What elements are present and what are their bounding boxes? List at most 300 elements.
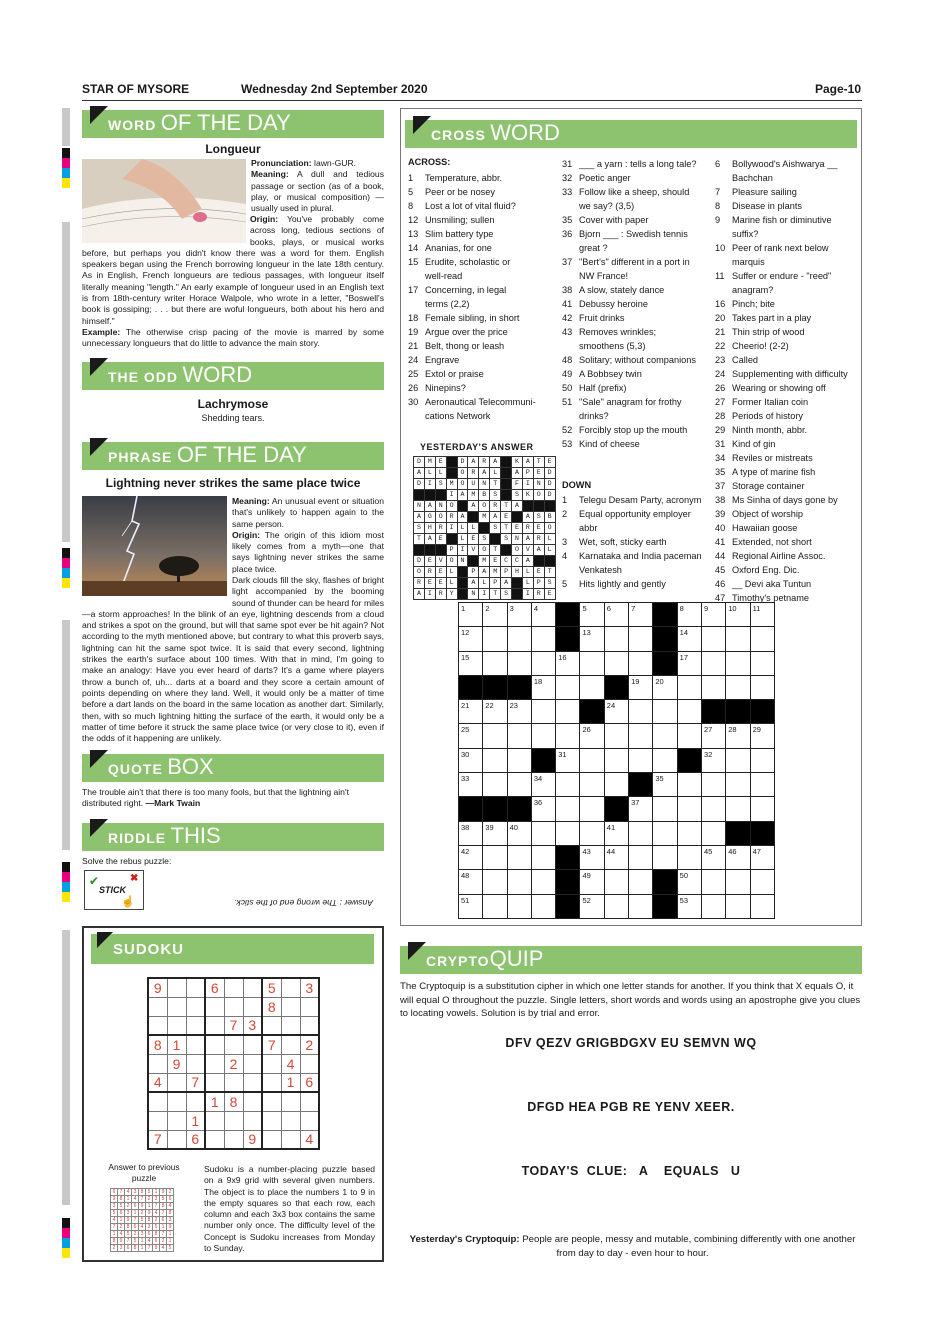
crossword-cell[interactable] [531, 870, 555, 894]
answer-cell [501, 457, 512, 468]
crossword-cell[interactable] [750, 870, 774, 894]
crossword-cell[interactable] [701, 627, 725, 651]
crossword-cell[interactable] [580, 675, 604, 699]
crossword-cell[interactable] [677, 700, 701, 724]
sudoku-cell[interactable] [167, 1092, 186, 1111]
crossword-cell[interactable] [750, 773, 774, 797]
crossword-cell[interactable] [604, 627, 628, 651]
crossword-cell[interactable] [726, 675, 750, 699]
crossword-cell[interactable]: 4 [531, 603, 555, 627]
sudoku-cell[interactable]: 9 [167, 1054, 186, 1073]
crossword-cell[interactable] [580, 651, 604, 675]
clue: 47 Timothy's petname [715, 593, 809, 603]
sudoku-cell[interactable]: 6 [300, 1073, 319, 1092]
answer-cell: N [512, 534, 523, 545]
sudoku-cell[interactable] [262, 1130, 281, 1149]
answer-cell: D [544, 468, 555, 479]
crossword-cell[interactable] [726, 748, 750, 772]
crossword-cell[interactable]: 36 [531, 797, 555, 821]
sudoku-cell[interactable] [224, 1111, 243, 1130]
crossword-cell[interactable] [531, 651, 555, 675]
sudoku-cell[interactable]: 8 [148, 1035, 167, 1054]
crossword-cell[interactable] [507, 748, 531, 772]
crossword-cell[interactable]: 24 [604, 700, 628, 724]
crossword-cell[interactable] [750, 675, 774, 699]
sudoku-cell[interactable] [167, 1073, 186, 1092]
clue: Venkatesh [579, 565, 622, 575]
crossword-cell[interactable]: 34 [531, 773, 555, 797]
crossword-cell[interactable] [726, 651, 750, 675]
crossword-cell[interactable] [531, 845, 555, 869]
sudoku-cell[interactable]: 2 [300, 1035, 319, 1054]
across-clues-1 [408, 171, 553, 423]
crossword-cell[interactable]: 23 [507, 700, 531, 724]
sudoku-cell[interactable] [148, 1092, 167, 1111]
crossword-cell[interactable] [483, 773, 507, 797]
answer-cell: L [522, 578, 533, 589]
sudoku-cell[interactable] [300, 997, 319, 1016]
crossword-cell[interactable]: 42 [459, 845, 483, 869]
clue: 21 Thin strip of wood [715, 327, 805, 337]
answer-cell: R [414, 578, 425, 589]
crossword-cell[interactable] [701, 773, 725, 797]
sudoku-cell[interactable]: 8 [262, 997, 281, 1016]
answer-cell [479, 523, 490, 534]
crossword-cell[interactable]: 48 [459, 870, 483, 894]
sudoku-cell[interactable] [205, 1054, 224, 1073]
crossword-cell [483, 797, 507, 821]
sudoku-cell[interactable] [262, 1054, 281, 1073]
crossword-cell[interactable] [629, 821, 653, 845]
sudoku-cell[interactable] [243, 1035, 262, 1054]
prev-sudoku-cell: 8 [132, 1245, 139, 1252]
crossword-cell[interactable]: 22 [483, 700, 507, 724]
clue: 53 Kind of cheese [562, 439, 640, 449]
crossword-cell[interactable] [750, 651, 774, 675]
crossword-cell[interactable] [507, 627, 531, 651]
sudoku-cell[interactable] [167, 997, 186, 1016]
cryptoquip-clue: TODAY'S CLUE: A EQUALS U [521, 1164, 741, 1178]
crossword-cell[interactable] [580, 797, 604, 821]
sudoku-cell[interactable] [224, 978, 243, 997]
crossword-cell[interactable] [580, 748, 604, 772]
prev-sudoku-cell: 5 [125, 1231, 132, 1238]
sudoku-cell[interactable]: 5 [262, 978, 281, 997]
crossword-cell[interactable] [580, 773, 604, 797]
crossword-cell[interactable]: 35 [653, 773, 677, 797]
crossword-cell[interactable] [507, 651, 531, 675]
crossword-cell[interactable] [629, 870, 653, 894]
clue: 8 Disease in plants [715, 201, 802, 211]
crossword-cell[interactable] [604, 651, 628, 675]
crossword-cell[interactable]: 45 [701, 845, 725, 869]
answer-cell: K [522, 490, 533, 501]
crossword-cell [556, 845, 580, 869]
crossword-cell[interactable] [556, 700, 580, 724]
sudoku-cell[interactable] [167, 978, 186, 997]
sudoku-cell[interactable] [224, 1073, 243, 1092]
clue: great ? [579, 243, 608, 253]
sudoku-cell[interactable] [186, 1035, 205, 1054]
prev-sudoku-cell: 1 [139, 1238, 146, 1245]
sudoku-cell[interactable]: 1 [281, 1073, 300, 1092]
down-clues-2 [715, 157, 860, 605]
sudoku-cell[interactable] [262, 1111, 281, 1130]
crossword-cell[interactable] [483, 627, 507, 651]
crossword-cell[interactable] [653, 748, 677, 772]
crossword-cell[interactable] [604, 773, 628, 797]
crossword-cell[interactable] [653, 700, 677, 724]
sudoku-cell[interactable] [224, 1130, 243, 1149]
answer-cell: S [414, 523, 425, 534]
answer-cell [414, 545, 425, 556]
crossword-cell[interactable]: 16 [556, 651, 580, 675]
sudoku-cell[interactable] [281, 997, 300, 1016]
prev-sudoku-cell: 7 [125, 1238, 132, 1245]
sudoku-cell[interactable] [300, 1092, 319, 1111]
crossword-cell[interactable] [653, 724, 677, 748]
crossword-cell[interactable]: 39 [483, 821, 507, 845]
sudoku-cell[interactable] [205, 1073, 224, 1092]
prev-sudoku-cell: 1 [153, 1189, 160, 1196]
crossword-cell[interactable] [701, 870, 725, 894]
crossword-cell[interactable] [750, 894, 774, 918]
sudoku-cell[interactable] [300, 1016, 319, 1035]
sudoku-cell[interactable] [186, 1054, 205, 1073]
crossword-cell[interactable] [653, 797, 677, 821]
crossword-cell[interactable] [653, 845, 677, 869]
crossword-cell[interactable] [677, 724, 701, 748]
crossword-cell[interactable] [604, 724, 628, 748]
clue: 31 Kind of gin [715, 439, 776, 449]
sudoku-cell[interactable]: 7 [224, 1016, 243, 1035]
crossword-cell[interactable]: 52 [580, 894, 604, 918]
clue: 31 ___ a yarn : tells a long tale? [562, 159, 697, 169]
crossword-cell[interactable] [507, 870, 531, 894]
sudoku-cell[interactable] [224, 1035, 243, 1054]
crossword-cell[interactable] [483, 651, 507, 675]
prev-sudoku-cell: 1 [132, 1210, 139, 1217]
crossword-cell[interactable] [483, 748, 507, 772]
sudoku-cell[interactable] [167, 1130, 186, 1149]
clue: 36 Bjorn ___ : Swedish tennis [562, 229, 688, 239]
crossword-cell[interactable] [556, 724, 580, 748]
answer-cell [468, 556, 479, 567]
crossword-cell[interactable] [677, 821, 701, 845]
crossword-cell[interactable] [677, 773, 701, 797]
margin-bar [62, 930, 70, 1205]
sudoku-cell[interactable] [167, 1111, 186, 1130]
crossword-cell[interactable] [677, 675, 701, 699]
crossword-cell[interactable] [629, 700, 653, 724]
crossword-cell[interactable] [531, 821, 555, 845]
crossword-cell[interactable] [531, 894, 555, 918]
prev-sudoku-cell: 6 [111, 1189, 118, 1196]
crossword-cell[interactable] [556, 675, 580, 699]
sudoku-cell[interactable]: 8 [224, 1092, 243, 1111]
crossword-cell[interactable] [701, 821, 725, 845]
answer-cell [544, 501, 555, 512]
sudoku-heading: SUDOKU [91, 934, 374, 964]
crossword-cell[interactable]: 21 [459, 700, 483, 724]
crossword-cell[interactable] [604, 894, 628, 918]
answer-cell: T [533, 457, 544, 468]
odd-meaning: Shedding tears. [201, 413, 265, 423]
sudoku-cell[interactable]: 4 [281, 1054, 300, 1073]
sudoku-cell[interactable]: 3 [300, 978, 319, 997]
crossword-cell[interactable] [507, 773, 531, 797]
sudoku-cell[interactable]: 2 [224, 1054, 243, 1073]
answer-cell: A [424, 534, 435, 545]
crossword-cell[interactable]: 19 [629, 675, 653, 699]
crossword-cell[interactable]: 38 [459, 821, 483, 845]
crossword-grid[interactable] [458, 602, 775, 919]
sudoku-cell[interactable]: 9 [243, 1130, 262, 1149]
crossword-cell[interactable] [629, 894, 653, 918]
sudoku-cell[interactable]: 9 [148, 978, 167, 997]
crossword-cell[interactable] [629, 724, 653, 748]
crossword-cell[interactable] [531, 627, 555, 651]
crossword-cell[interactable] [629, 748, 653, 772]
sudoku-cell[interactable] [186, 997, 205, 1016]
sudoku-cell[interactable] [243, 978, 262, 997]
sudoku-cell[interactable] [224, 997, 243, 1016]
sudoku-cell[interactable] [243, 1111, 262, 1130]
sudoku-cell[interactable] [281, 1130, 300, 1149]
crossword-cell[interactable] [483, 724, 507, 748]
crossword-cell[interactable]: 29 [750, 724, 774, 748]
sudoku-cell[interactable] [281, 1092, 300, 1111]
crossword-cell[interactable] [629, 627, 653, 651]
sudoku-cell[interactable]: 6 [186, 1130, 205, 1149]
crossword-cell[interactable]: 13 [580, 627, 604, 651]
prev-sudoku-cell: 6 [132, 1224, 139, 1231]
answer-cell: A [522, 534, 533, 545]
crossword-cell[interactable] [629, 651, 653, 675]
answer-cell: L [446, 578, 457, 589]
crossword-cell[interactable]: 51 [459, 894, 483, 918]
crossword-cell[interactable] [483, 870, 507, 894]
crossword-cell[interactable] [604, 870, 628, 894]
sudoku-cell[interactable] [148, 1054, 167, 1073]
crossword-cell[interactable] [701, 675, 725, 699]
sudoku-cell[interactable] [148, 1016, 167, 1035]
crossword-cell[interactable]: 41 [604, 821, 628, 845]
color-swatch [62, 1218, 70, 1258]
crossword-cell[interactable]: 8 [677, 603, 701, 627]
crossword-cell[interactable] [580, 821, 604, 845]
sudoku-cell[interactable] [262, 1073, 281, 1092]
answer-cell: A [414, 589, 425, 600]
crossword-cell[interactable] [507, 894, 531, 918]
crossword-cell[interactable]: 14 [677, 627, 701, 651]
crossword-cell[interactable]: 9 [701, 603, 725, 627]
crossword-cell[interactable]: 50 [677, 870, 701, 894]
sudoku-cell[interactable] [243, 1092, 262, 1111]
sudoku-grid[interactable] [147, 977, 320, 1150]
prev-sudoku-cell: 3 [146, 1224, 153, 1231]
answer-cell: P [522, 468, 533, 479]
crossword-cell[interactable]: 12 [459, 627, 483, 651]
crossword-cell[interactable] [726, 773, 750, 797]
sudoku-cell[interactable]: 3 [243, 1016, 262, 1035]
clue: we say? (3,5) [579, 201, 635, 211]
clue: 52 Forcibly stop up the mouth [562, 425, 688, 435]
crossword-cell[interactable] [531, 724, 555, 748]
sudoku-prev-grid [110, 1188, 174, 1252]
sudoku-cell[interactable] [262, 1092, 281, 1111]
crossword-cell[interactable]: 37 [629, 797, 653, 821]
sudoku-cell[interactable]: 7 [262, 1035, 281, 1054]
sudoku-cell[interactable] [243, 1073, 262, 1092]
crossword-cell[interactable] [701, 651, 725, 675]
sudoku-cell[interactable] [205, 1035, 224, 1054]
crossword-cell[interactable]: 43 [580, 845, 604, 869]
crossword-cell[interactable] [677, 845, 701, 869]
prev-sudoku-cell: 6 [167, 1196, 174, 1203]
sudoku-cell[interactable] [205, 997, 224, 1016]
crossword-cell[interactable]: 46 [726, 845, 750, 869]
sudoku-cell[interactable] [243, 997, 262, 1016]
crossword-cell[interactable] [556, 773, 580, 797]
answer-cell: D [457, 457, 468, 468]
clue: 13 Slim battery type [408, 229, 494, 239]
answer-cell: A [533, 545, 544, 556]
crossword-cell[interactable]: 44 [604, 845, 628, 869]
answer-cell: B [479, 490, 490, 501]
answer-cell: E [435, 534, 446, 545]
prev-sudoku-cell: 1 [167, 1238, 174, 1245]
crossword-cell[interactable]: 11 [750, 603, 774, 627]
crossword-cell[interactable] [701, 797, 725, 821]
crossword-cell[interactable]: 5 [580, 603, 604, 627]
crossword-cell[interactable]: 31 [556, 748, 580, 772]
sudoku-cell[interactable] [186, 978, 205, 997]
sudoku-cell[interactable] [262, 1016, 281, 1035]
sudoku-cell[interactable] [148, 1111, 167, 1130]
crossword-cell[interactable]: 20 [653, 675, 677, 699]
sudoku-cell[interactable] [243, 1054, 262, 1073]
sudoku-cell[interactable] [281, 1035, 300, 1054]
riddle-answer: Answer : The wrong end of the stick. [234, 898, 373, 908]
prev-sudoku-cell: 3 [118, 1245, 125, 1252]
sudoku-cell[interactable] [300, 1054, 319, 1073]
prev-sudoku-cell: 1 [111, 1231, 118, 1238]
sudoku-cell[interactable] [300, 1111, 319, 1130]
sudoku-cell[interactable]: 4 [148, 1073, 167, 1092]
sudoku-cell[interactable] [205, 1130, 224, 1149]
clue: 1 Temperature, abbr. [408, 173, 503, 183]
sudoku-cell[interactable]: 1 [186, 1111, 205, 1130]
crossword-cell[interactable]: 18 [531, 675, 555, 699]
answer-cell: V [435, 556, 446, 567]
clue: anagram? [732, 285, 774, 295]
prev-sudoku-cell: 9 [160, 1189, 167, 1196]
sudoku-cell[interactable]: 7 [148, 1130, 167, 1149]
crossword-cell[interactable] [531, 700, 555, 724]
crossword-cell[interactable]: 1 [459, 603, 483, 627]
sudoku-cell[interactable] [281, 978, 300, 997]
sudoku-cell[interactable] [148, 997, 167, 1016]
crossword-cell[interactable] [750, 748, 774, 772]
crossword-cell[interactable]: 49 [580, 870, 604, 894]
crossword-cell[interactable]: 2 [483, 603, 507, 627]
sudoku-cell[interactable] [186, 1092, 205, 1111]
crossword-cell[interactable] [556, 797, 580, 821]
sudoku-cell[interactable] [167, 1016, 186, 1035]
sudoku-cell[interactable]: 4 [300, 1130, 319, 1149]
crossword-cell[interactable] [507, 845, 531, 869]
crossword-cell[interactable]: 28 [726, 724, 750, 748]
crossword-cell[interactable]: 3 [507, 603, 531, 627]
answer-cell: I [522, 589, 533, 600]
clue: drinks? [579, 411, 609, 421]
crossword-cell[interactable]: 33 [459, 773, 483, 797]
crossword-cell[interactable] [629, 845, 653, 869]
crossword-cell[interactable]: 27 [701, 724, 725, 748]
wotd-definition: Pronunciation: lawn-GUR. Meaning: A dull and tedious passage or section (as of a book, play, or musical composition) — usually used in plural. [251, 158, 384, 214]
sudoku-cell[interactable]: 1 [205, 1092, 224, 1111]
crossword-cell[interactable]: 17 [677, 651, 701, 675]
crossword-cell[interactable] [750, 627, 774, 651]
crossword-cell[interactable] [726, 870, 750, 894]
crossword-cell[interactable]: 25 [459, 724, 483, 748]
sudoku-cell[interactable]: 1 [167, 1035, 186, 1054]
crossword-cell[interactable]: 15 [459, 651, 483, 675]
crossword-cell[interactable] [507, 724, 531, 748]
prev-sudoku-cell: 8 [167, 1210, 174, 1217]
sudoku-cell[interactable]: 7 [186, 1073, 205, 1092]
crossword-cell[interactable]: 10 [726, 603, 750, 627]
clue: 34 Reviles or mistreats [715, 453, 813, 463]
answer-cell: O [457, 468, 468, 479]
crossword-cell[interactable] [750, 797, 774, 821]
crossword-cell[interactable] [653, 821, 677, 845]
crossword-cell[interactable]: 53 [677, 894, 701, 918]
answer-cell [435, 545, 446, 556]
crossword-cell[interactable]: 7 [629, 603, 653, 627]
sudoku-cell[interactable] [281, 1016, 300, 1035]
prev-sudoku-cell: 2 [153, 1217, 160, 1224]
crossword-cell[interactable] [483, 845, 507, 869]
crossword-cell[interactable] [556, 821, 580, 845]
crossword-cell[interactable]: 40 [507, 821, 531, 845]
crossword-cell[interactable] [726, 894, 750, 918]
crossword-cell[interactable]: 6 [604, 603, 628, 627]
crossword-cell[interactable] [604, 748, 628, 772]
crossword-cell[interactable]: 32 [701, 748, 725, 772]
sudoku-cell[interactable] [186, 1016, 205, 1035]
crossword-cell[interactable] [483, 894, 507, 918]
crossword-cell[interactable]: 26 [580, 724, 604, 748]
answer-cell: L [435, 468, 446, 479]
sudoku-cell[interactable] [205, 1016, 224, 1035]
potd-body: Dark clouds fill the sky, flashes of bright light accompanied by the booming sound of thunder can be heard for miles—a storm approaches! In the blink of an eye, lightning descends from a cloud and strikes a spot on the ground, but will that same spot ever be hit again? Not according to the myth mentioned above, but contrary to what this proverb says, lightning can hit the same spot twice. It is said that every second, lightning strikes the earth's surface about 100 times. With that in mind, I'm going to make an analogy: Have you ever heard of darts? It's a game where players throw a bunch of, uh... darts at a board and they score a certain amount of points depending on where they land. Well, it would only be a matter of time before a dart lands on the board in the same location as another dart. Similarly, then, with so much lightning hitting the surface of the earth, it would only be a matter of time before it struck the same place twice (or very close to it), even if the odds of it happening are unlikely. [82, 575, 384, 744]
crossword-cell[interactable]: 30 [459, 748, 483, 772]
answer-cell [501, 545, 512, 556]
crossword-cell[interactable]: 47 [750, 845, 774, 869]
answer-cell: N [468, 589, 479, 600]
clue: 21 Belt, thong or leash [408, 341, 505, 351]
sudoku-cell[interactable] [281, 1111, 300, 1130]
crossword-cell[interactable] [726, 797, 750, 821]
crossword-cell[interactable] [677, 797, 701, 821]
crossword-cell[interactable] [726, 627, 750, 651]
sudoku-cell[interactable] [205, 1111, 224, 1130]
crossword-cell[interactable] [701, 894, 725, 918]
answer-cell: O [479, 545, 490, 556]
sudoku-cell[interactable]: 6 [205, 978, 224, 997]
